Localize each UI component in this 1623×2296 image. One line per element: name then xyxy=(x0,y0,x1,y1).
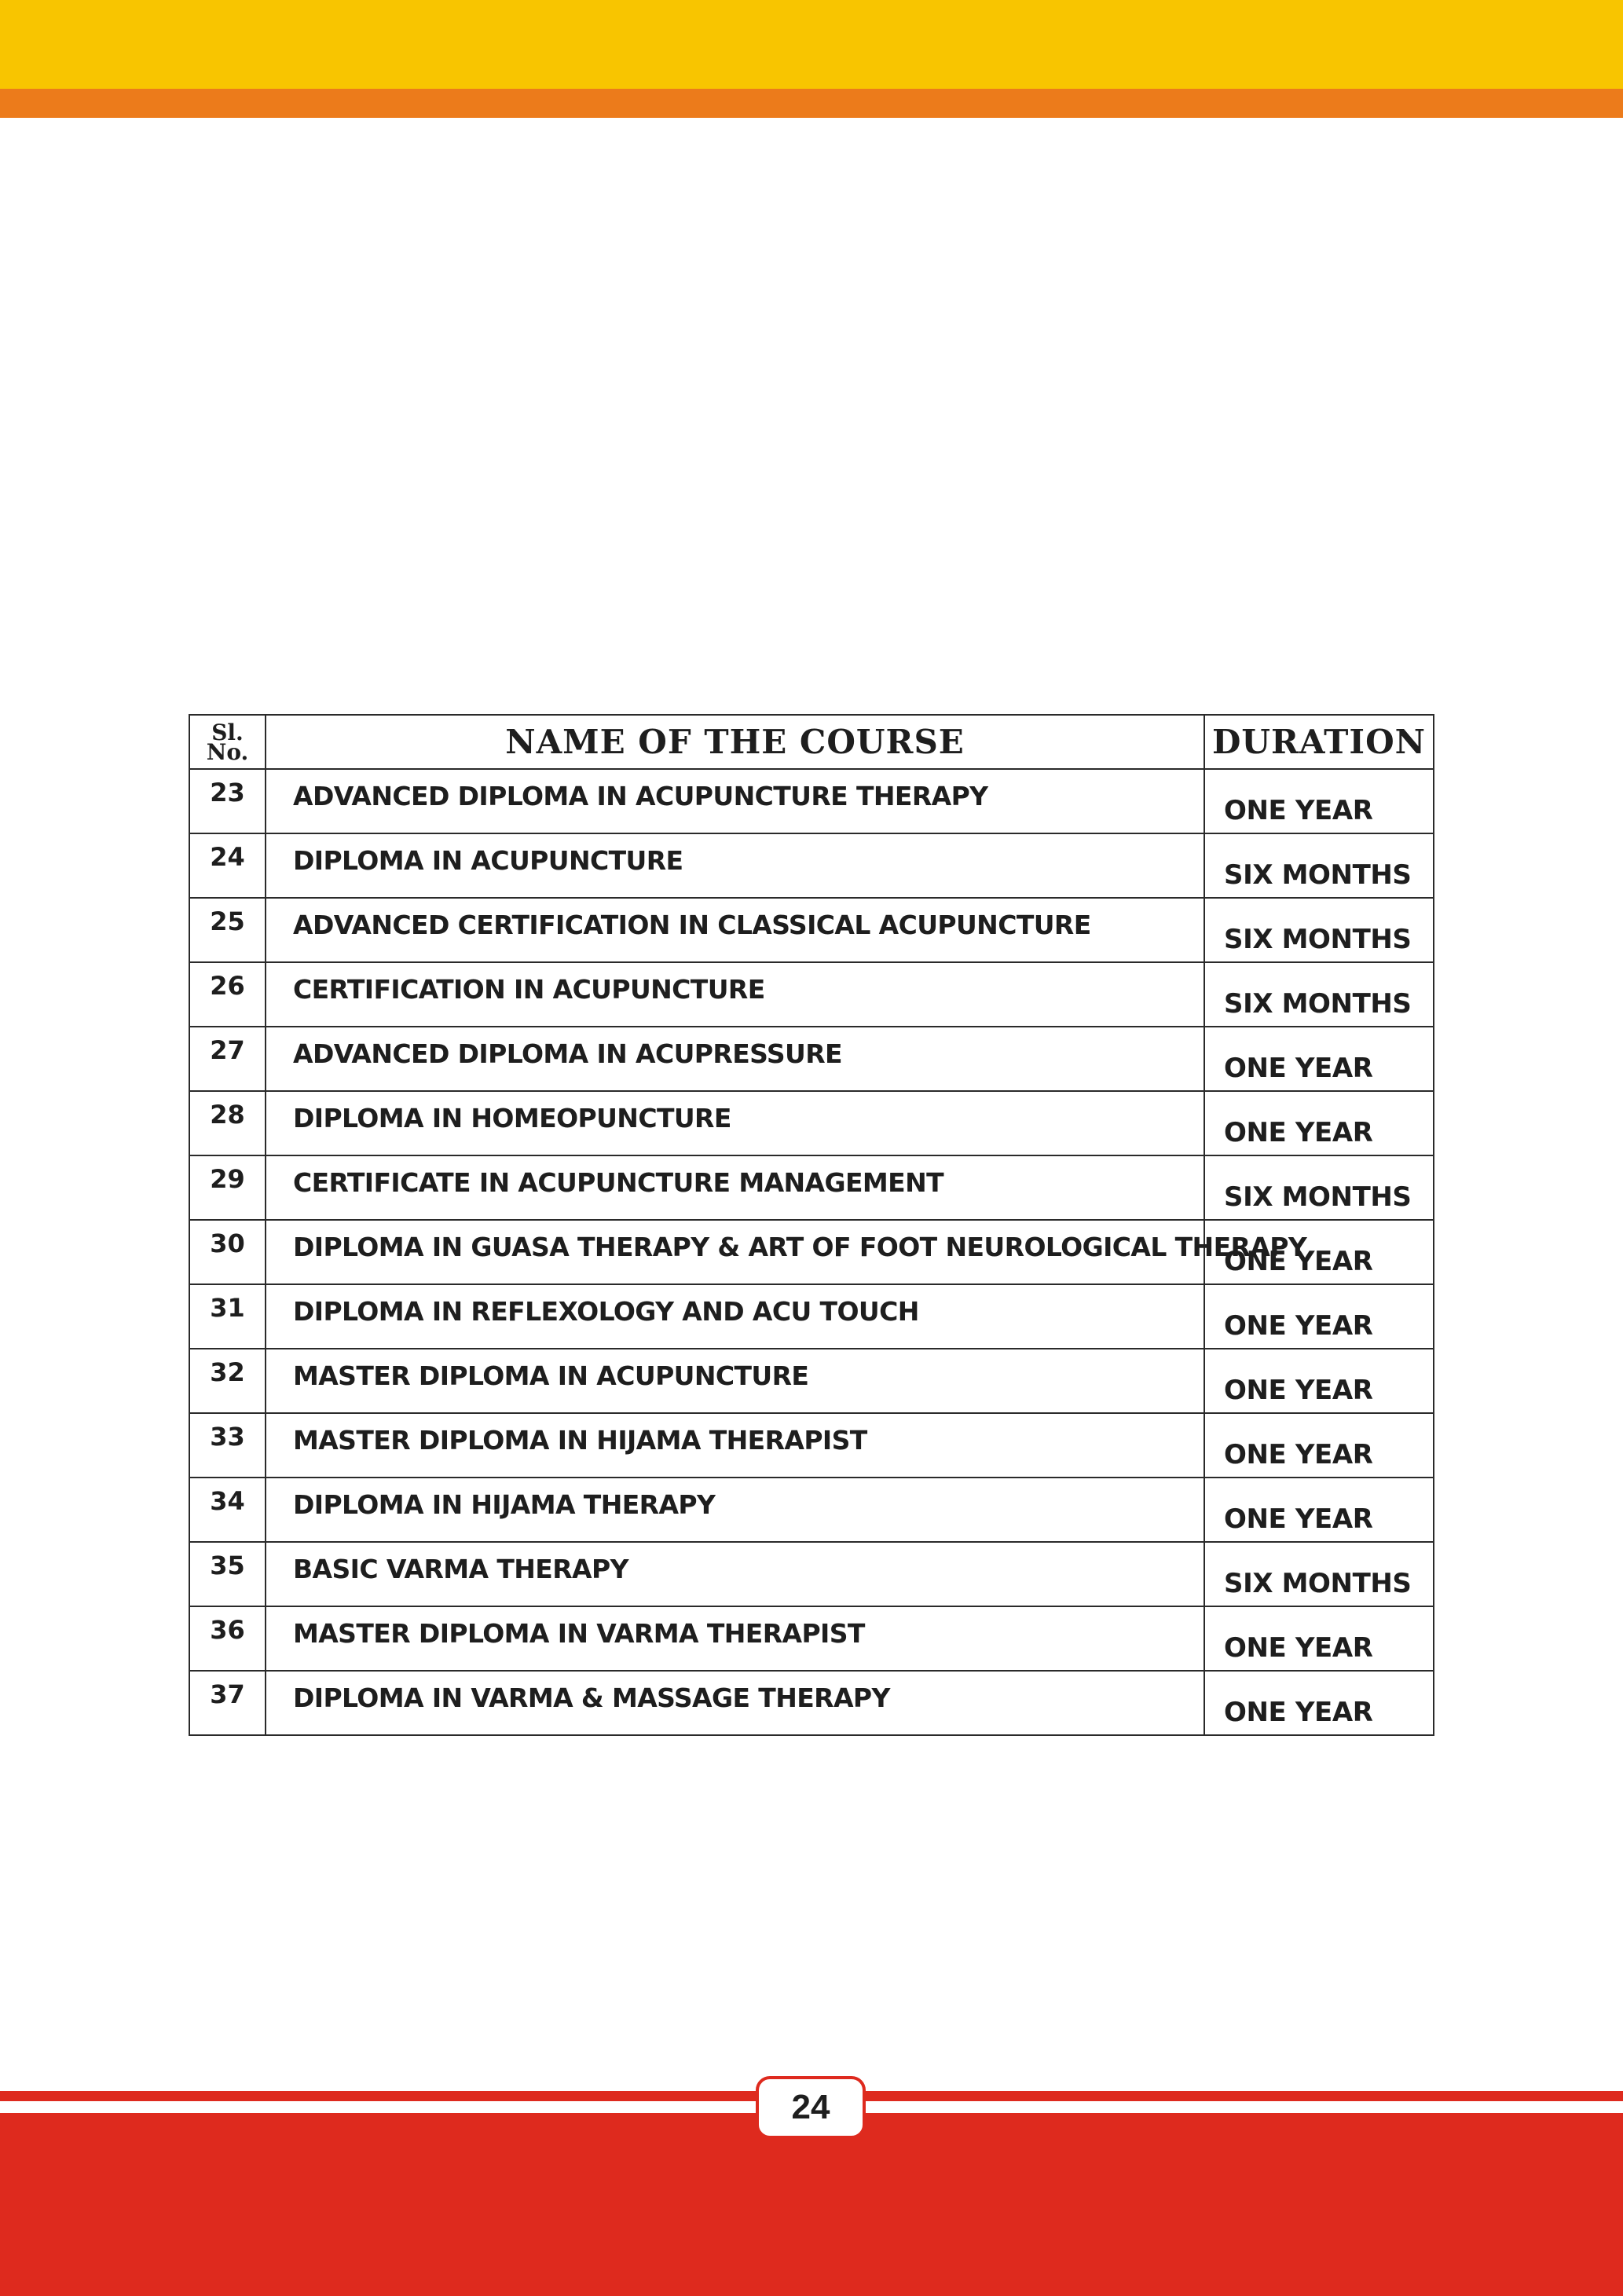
course-name-cell: DIPLOMA IN VARMA & MASSAGE THERAPY xyxy=(266,1671,1204,1735)
course-duration-cell: ONE YEAR xyxy=(1204,1606,1434,1671)
course-number-cell: 30 xyxy=(189,1220,266,1284)
course-duration-cell: SIX MONTHS xyxy=(1204,1155,1434,1220)
course-duration-cell: SIX MONTHS xyxy=(1204,833,1434,898)
course-duration-cell: SIX MONTHS xyxy=(1204,962,1434,1027)
table-row xyxy=(189,1284,1434,1349)
header-orange-stripe xyxy=(0,89,1623,118)
course-number-cell: 37 xyxy=(189,1671,266,1735)
table-row xyxy=(189,1027,1434,1091)
course-table xyxy=(189,714,1434,1736)
course-name-cell: MASTER DIPLOMA IN HIJAMA THERAPIST xyxy=(266,1413,1204,1478)
course-number-cell: 23 xyxy=(189,769,266,833)
table-row xyxy=(189,833,1434,898)
header-sl-no-line2: No. xyxy=(206,738,249,765)
table-row xyxy=(189,1671,1434,1735)
course-number-cell: 24 xyxy=(189,833,266,898)
table-row xyxy=(189,1413,1434,1478)
course-duration-cell: ONE YEAR xyxy=(1204,1220,1434,1284)
table-row xyxy=(189,1220,1434,1284)
course-duration-cell: ONE YEAR xyxy=(1204,1413,1434,1478)
table-row xyxy=(189,1091,1434,1155)
course-name-cell: DIPLOMA IN GUASA THERAPY & ART OF FOOT NEUROLOGICAL THERAPY xyxy=(266,1220,1204,1284)
course-number-cell: 26 xyxy=(189,962,266,1027)
table-row xyxy=(189,962,1434,1027)
table-row xyxy=(189,1349,1434,1413)
header-duration: DURATION xyxy=(1204,715,1434,769)
course-duration-cell: ONE YEAR xyxy=(1204,1284,1434,1349)
table-row xyxy=(189,1542,1434,1606)
course-name-cell: CERTIFICATE IN ACUPUNCTURE MANAGEMENT xyxy=(266,1155,1204,1220)
course-name-cell: MASTER DIPLOMA IN ACUPUNCTURE xyxy=(266,1349,1204,1413)
course-duration-cell: ONE YEAR xyxy=(1204,1478,1434,1542)
course-number-cell: 35 xyxy=(189,1542,266,1606)
header-sl-no xyxy=(189,715,266,769)
course-name-cell: ADVANCED CERTIFICATION IN CLASSICAL ACUPUNCTURE xyxy=(266,898,1204,962)
course-name-cell: ADVANCED DIPLOMA IN ACUPUNCTURE THERAPY xyxy=(266,769,1204,833)
course-name-cell: BASIC VARMA THERAPY xyxy=(266,1542,1204,1606)
course-duration-cell: SIX MONTHS xyxy=(1204,1542,1434,1606)
course-duration-cell: ONE YEAR xyxy=(1204,1091,1434,1155)
course-number-cell: 33 xyxy=(189,1413,266,1478)
course-number-cell: 27 xyxy=(189,1027,266,1091)
page-number-badge xyxy=(756,2076,866,2139)
course-number-cell: 36 xyxy=(189,1606,266,1671)
header-course-name: NAME OF THE COURSE xyxy=(266,715,1204,769)
table-header-row xyxy=(189,715,1434,769)
course-duration-cell: ONE YEAR xyxy=(1204,769,1434,833)
header-sl-no-line1: Sl. xyxy=(211,719,244,745)
header-yellow-band xyxy=(0,0,1623,89)
table-row xyxy=(189,769,1434,833)
course-duration-cell: SIX MONTHS xyxy=(1204,898,1434,962)
footer-red-band xyxy=(0,2113,1623,2296)
course-name-cell: CERTIFICATION IN ACUPUNCTURE xyxy=(266,962,1204,1027)
course-name-cell: MASTER DIPLOMA IN VARMA THERAPIST xyxy=(266,1606,1204,1671)
course-name-cell: DIPLOMA IN ACUPUNCTURE xyxy=(266,833,1204,898)
course-number-cell: 34 xyxy=(189,1478,266,1542)
course-name-cell: DIPLOMA IN HIJAMA THERAPY xyxy=(266,1478,1204,1542)
course-number-cell: 32 xyxy=(189,1349,266,1413)
course-number-cell: 25 xyxy=(189,898,266,962)
table-row xyxy=(189,1478,1434,1542)
course-duration-cell: ONE YEAR xyxy=(1204,1671,1434,1735)
course-name-cell: DIPLOMA IN REFLEXOLOGY AND ACU TOUCH xyxy=(266,1284,1204,1349)
course-number-cell: 29 xyxy=(189,1155,266,1220)
course-duration-cell: ONE YEAR xyxy=(1204,1027,1434,1091)
table-row xyxy=(189,1606,1434,1671)
course-number-cell: 31 xyxy=(189,1284,266,1349)
table-row xyxy=(189,1155,1434,1220)
table-row xyxy=(189,898,1434,962)
course-name-cell: ADVANCED DIPLOMA IN ACUPRESSURE xyxy=(266,1027,1204,1091)
course-duration-cell: ONE YEAR xyxy=(1204,1349,1434,1413)
page-number: 24 xyxy=(791,2088,830,2126)
course-number-cell: 28 xyxy=(189,1091,266,1155)
course-name-cell: DIPLOMA IN HOMEOPUNCTURE xyxy=(266,1091,1204,1155)
